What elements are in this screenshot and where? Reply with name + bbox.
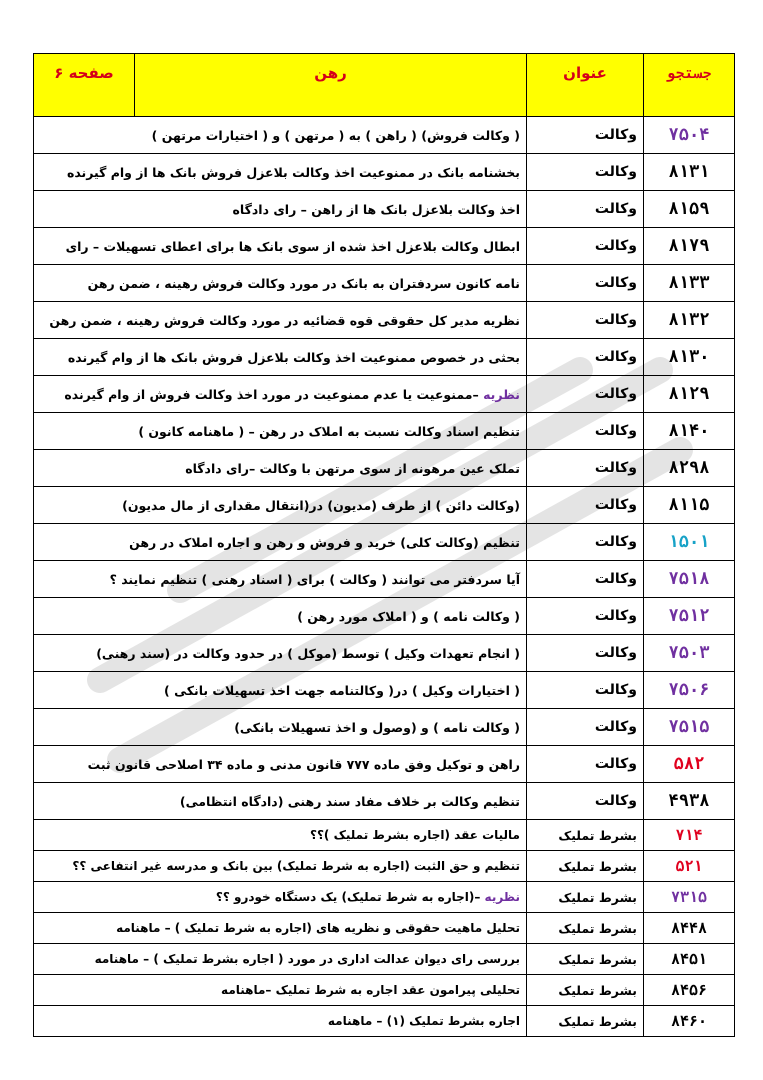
row-code: ۵۲۱: [644, 851, 735, 882]
table-row: [34, 851, 735, 882]
row-description: [34, 944, 527, 975]
row-title: وکالت: [527, 339, 644, 376]
header-page: صفحه ۶: [34, 54, 135, 117]
row-title: وکالت: [527, 376, 644, 413]
table-row: [34, 882, 735, 913]
row-description-text: تنظیم (وکالت کلی) خرید و فروش و رهن و اجاره املاک در رهن: [129, 534, 520, 550]
row-description: [34, 524, 527, 561]
header-title: عنوان: [527, 54, 644, 117]
row-description-text: ( وکالت نامه ) و (وصول و اخذ تسهیلات بانکی): [234, 719, 520, 735]
table-row: [34, 376, 735, 413]
table-row: [34, 672, 735, 709]
row-description: [34, 851, 527, 882]
table-row: [34, 302, 735, 339]
row-description: [34, 783, 527, 820]
row-description-text: ابطال وکالت بلاعزل اخذ شده از سوی بانک ها برای اعطای تسهیلات – رای: [65, 238, 520, 254]
row-title: وکالت: [527, 117, 644, 154]
row-code: ۸۲۹۸: [644, 450, 735, 487]
row-description-text: بخشنامه بانک در ممنوعیت اخذ وکالت بلاعزل فروش بانک ها از وام گیرنده: [66, 164, 520, 180]
row-description-text: بررسی رای دیوان عدالت اداری در مورد ( اجاره بشرط تملیک ) – ماهنامه: [94, 952, 520, 966]
row-description-text: آیا سردفتر می توانند ( وکالت ) برای ( اسناد رهنی ) تنظیم نمایند ؟: [109, 571, 520, 587]
row-code: ۸۴۵۱: [644, 944, 735, 975]
row-code: ۷۵۱۸: [644, 561, 735, 598]
row-description: [34, 746, 527, 783]
row-title: وکالت: [527, 709, 644, 746]
row-code: ۸۱۲۹: [644, 376, 735, 413]
table-row: [34, 913, 735, 944]
row-code: ۸۱۳۱: [644, 154, 735, 191]
row-description: [34, 882, 527, 913]
row-code: ۷۱۴: [644, 820, 735, 851]
row-description-text: تنظیم و حق الثبت (اجاره به شرط تملیک) بین بانک و مدرسه غیر انتفاعی ؟؟: [72, 859, 520, 873]
row-description: [34, 820, 527, 851]
row-description-text: ( وکالت نامه ) و ( املاک مورد رهن ): [297, 608, 520, 624]
row-title: وکالت: [527, 191, 644, 228]
row-description-text: راهن و توکیل وفق ماده ۷۷۷ قانون مدنی و ماده ۳۴ اصلاحی قانون ثبت: [87, 756, 520, 772]
row-title: وکالت: [527, 265, 644, 302]
table-row: [34, 228, 735, 265]
row-description: [34, 487, 527, 524]
row-description: [34, 265, 527, 302]
row-code: ۷۵۱۲: [644, 598, 735, 635]
row-description: [34, 672, 527, 709]
row-description-text: –ممنوعیت یا عدم ممنوعیت در مورد اخذ وکالت فروش از وام گیرنده: [64, 386, 484, 402]
row-code: ۱۵۰۱: [644, 524, 735, 561]
row-description-text: ( وکالت فروش) ( راهن ) به ( مرتهن ) و ( اختیارات مرتهن ): [151, 127, 520, 143]
row-code: ۷۵۰۶: [644, 672, 735, 709]
row-title: بشرط تملیک: [527, 944, 644, 975]
table-row: [34, 154, 735, 191]
row-description-text: تملک عین مرهونه از سوی مرتهن با وکالت –رای دادگاه: [185, 460, 520, 476]
table-row: [34, 1006, 735, 1037]
row-code: ۵۸۲: [644, 746, 735, 783]
row-description-text: (وکالت دائن ) از طرف (مدیون) در(انتقال مقداری از مال مدیون): [122, 497, 520, 513]
row-description-text: ( انجام تعهدات وکیل ) توسط (موکل ) در حدود وکالت در (سند رهنی): [96, 645, 520, 661]
row-title: بشرط تملیک: [527, 882, 644, 913]
row-title: وکالت: [527, 635, 644, 672]
row-description: [34, 413, 527, 450]
table-row: [34, 944, 735, 975]
row-tag: نظریه: [484, 890, 520, 904]
row-code: ۸۴۵۶: [644, 975, 735, 1006]
row-code: ۷۵۱۵: [644, 709, 735, 746]
row-title: وکالت: [527, 487, 644, 524]
row-description: [34, 975, 527, 1006]
row-title: بشرط تملیک: [527, 913, 644, 944]
table-row: [34, 339, 735, 376]
row-description-text: مالیات عقد (اجاره بشرط تملیک )؟؟: [310, 828, 520, 842]
row-description: [34, 598, 527, 635]
row-code: ۸۴۴۸: [644, 913, 735, 944]
row-tag: نظریه: [483, 386, 520, 402]
row-description: [34, 302, 527, 339]
row-code: ۸۱۴۰: [644, 413, 735, 450]
row-description-text: ( اختیارات وکیل ) در( وکالتنامه جهت اخذ تسهیلات بانکی ): [164, 682, 520, 698]
table-row: [34, 709, 735, 746]
table-row: [34, 820, 735, 851]
table-row: [34, 265, 735, 302]
row-description: [34, 913, 527, 944]
row-title: وکالت: [527, 302, 644, 339]
table-row: [34, 598, 735, 635]
header-topic: رهن: [135, 54, 527, 117]
row-description: [34, 339, 527, 376]
row-code: ۸۱۷۹: [644, 228, 735, 265]
row-description: [34, 561, 527, 598]
row-title: وکالت: [527, 228, 644, 265]
row-description-text: تنظیم اسناد وکالت نسبت به املاک در رهن – ( ماهنامه کانون ): [138, 423, 520, 439]
row-title: بشرط تملیک: [527, 1006, 644, 1037]
row-code: ۷۵۰۳: [644, 635, 735, 672]
row-description: [34, 376, 527, 413]
table-row: [34, 783, 735, 820]
row-title: وکالت: [527, 561, 644, 598]
row-title: بشرط تملیک: [527, 975, 644, 1006]
row-title: وکالت: [527, 450, 644, 487]
table-row: [34, 413, 735, 450]
row-description-text: تحلیل ماهیت حقوقی و نظریه های (اجاره به شرط تملیک ) – ماهنامه: [116, 921, 520, 935]
row-description: [34, 709, 527, 746]
row-code: ۸۱۳۳: [644, 265, 735, 302]
row-title: وکالت: [527, 598, 644, 635]
row-code: ۸۱۱۵: [644, 487, 735, 524]
row-code: ۸۱۵۹: [644, 191, 735, 228]
row-title: وکالت: [527, 524, 644, 561]
table-row: [34, 561, 735, 598]
table-row: [34, 975, 735, 1006]
row-title: بشرط تملیک: [527, 851, 644, 882]
row-description: [34, 635, 527, 672]
table-row: [34, 746, 735, 783]
table-row: [34, 450, 735, 487]
row-title: وکالت: [527, 783, 644, 820]
row-description: [34, 1006, 527, 1037]
row-description-text: اخذ وکالت بلاعزل بانک ها از راهن – رای دادگاه: [232, 201, 520, 217]
row-code: ۸۴۶۰: [644, 1006, 735, 1037]
row-title: وکالت: [527, 746, 644, 783]
table-row: [34, 487, 735, 524]
row-description: [34, 154, 527, 191]
row-title: بشرط تملیک: [527, 820, 644, 851]
row-description-text: نظریه مدیر کل حقوقی قوه قضائیه در مورد وکالت فروش رهینه ، ضمن رهن: [49, 312, 520, 328]
row-description-text: نامه کانون سردفتران به بانک در مورد وکالت فروش رهینه ، ضمن رهن: [87, 275, 520, 291]
row-description-text: –(اجاره به شرط تملیک) یک دستگاه خودرو ؟؟: [215, 890, 485, 904]
header-search: جستجو: [644, 54, 735, 117]
row-description: [34, 117, 527, 154]
table-row: [34, 191, 735, 228]
row-code: ۴۹۳۸: [644, 783, 735, 820]
row-description-text: تنظیم وکالت بر خلاف مفاد سند رهنی (دادگاه انتظامی): [179, 793, 520, 809]
header-row: [34, 54, 735, 117]
row-code: ۷۳۱۵: [644, 882, 735, 913]
row-description-text: بحثی در خصوص ممنوعیت اخذ وکالت بلاعزل فروش بانک ها از وام گیرنده: [67, 349, 520, 365]
table-row: [34, 524, 735, 561]
index-table: [33, 53, 735, 1037]
row-title: وکالت: [527, 154, 644, 191]
row-description: [34, 450, 527, 487]
row-code: ۸۱۳۰: [644, 339, 735, 376]
row-code: ۷۵۰۴: [644, 117, 735, 154]
row-title: وکالت: [527, 672, 644, 709]
table-row: [34, 635, 735, 672]
row-code: ۸۱۳۲: [644, 302, 735, 339]
row-title: وکالت: [527, 413, 644, 450]
table-row: [34, 117, 735, 154]
row-description-text: اجاره بشرط تملیک (۱) – ماهنامه: [327, 1014, 520, 1028]
row-description: [34, 228, 527, 265]
row-description: [34, 191, 527, 228]
row-description-text: تحلیلی پیرامون عقد اجاره به شرط تملیک –ماهنامه: [221, 983, 520, 997]
